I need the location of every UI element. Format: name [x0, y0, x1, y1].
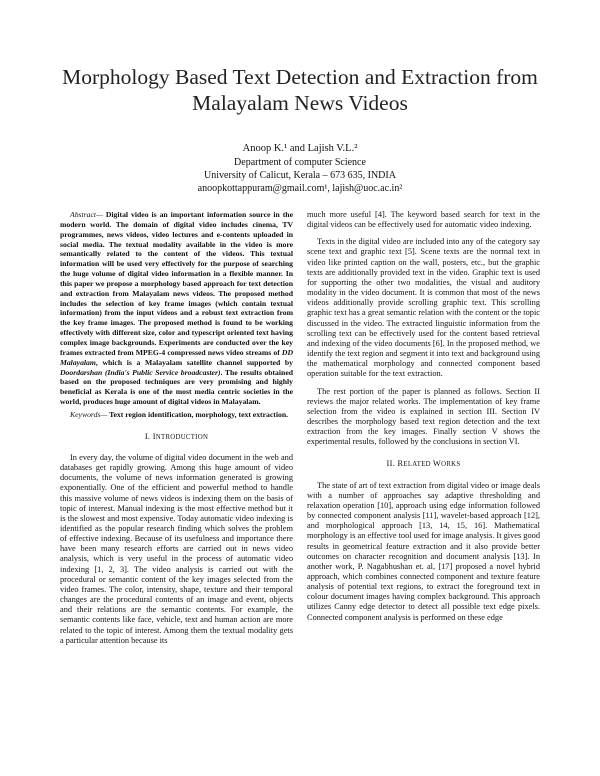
related-paragraph-1: The state of art of text extraction from digital video or image deals with a number of approaches say adaptive thresholding and relaxation operation [10], approach using edge information followed by connected component analysis [11], wavelet-based approach [12], and morphological approach [13, 14, 15, 16]. Mathematical morphology is an effective tool used for image analysis. It gives good results in geometrical feature extraction and it also provide better outcomes on character recognition and document analysis [13]. In another work, P. Nagabhushan et. al, [17] proposed a novel hybrid approach, which combines connected component and texture feature analysis of potential text regions, to extract the foreground text in colour document images having complex background. This approach utilizes Canny edge detector to detect all possible text edge pixels. Connected component analysis is performed on these edge — [307, 480, 540, 622]
abstract — [60, 210, 293, 407]
author-department: Department of computer Science — [234, 157, 366, 168]
abstract-text-2: , which is a Malayalam satellite channel supported by — [95, 357, 293, 367]
author-block — [40, 142, 560, 195]
abstract-text: Digital video is an important information source in the modern world. The domain of digital video includes cinema, TV programmes, news videos, video lectures and e-contents uploaded in social media. The textual modality available in the video is more semantically related to the content of the videos. This textual information will be used very effectively for the purpose of searching the huge volume of digital video information in a flexible manner. In this paper we propose a morphology based approach for text detection and extraction from Malayalam news videos. The proposed method includes the selection of key frame images (which contain textual information) from the input videos and a robust text extraction from the key frame images. The proposed method is found to be working effectively with different size, color and typescript oriented text having complex image backgrounds. Experiments are conducted over the key frames extracted from MPEG-4 compressed news video streams of — [60, 210, 293, 357]
keywords-lead: Keywords— — [70, 409, 108, 419]
section-heading-introduction: I. INTRODUCTION — [144, 431, 209, 441]
keywords-text: Text region identification, morphology, text extraction. — [107, 409, 289, 419]
abstract-broadcaster: Doordarshan (India's Public Service broadcaster) — [60, 367, 221, 377]
left-column — [60, 210, 293, 653]
author-university: University of Calicut, Kerala – 673 635, INDIA — [204, 170, 396, 181]
section-heading-related-works: II. RELATED WORKS — [386, 459, 461, 469]
abstract-text-3: . The results obtained based on the proposed techniques are very promising and highly beneficial as Kerala is one of the most media centric societies in the world, produces huge amount of digital videos in Malayalam. — [60, 367, 294, 407]
intro-paragraph-2: Texts in the digital video are included into any of the category say scene text and graphic text [5]. Scene texts are the normal text in video like printed caption on the wall, posters, etc., but the graphic texts are additionally provided text in the video. Graphic text is used for supporting the other two modalities, the visual and auditory modality in the video document. It is common that most of the news videos additionally provide scrolling graphic text. This scrolling graphic text has a great semantic relation with the content or the topic discussed in the video. The extracted linguistic information from the scrolling text can be effectively used for the content based retrieval and indexing of the video documents [6]. In the proposed method, we identify the text region and segment it into text and background using the mathematical morphology and connected component based operation suitable for the text extraction. — [307, 237, 540, 379]
intro-paragraph-1: In every day, the volume of digital video document in the web and databases get rapidly growing. Among this huge amount of video documents, the volume of news information generated is growing exponentially. One of the efficient and powerful method to handle this massive volume of news videos is indexing them on the basis of topic of interest. Manual indexing is the most effective method but it is the slowest and most expensive. Today automatic video indexing is identified as the popular research finding which solves the problem of effective indexing. Because of its usefulness and importance there have been many research efforts are carried out in news video analysis, which is very useful in the process of automatic video indexing [1, 2, 3]. The video analysis is carried out with the procedural or semantic content of the key images selected from the video frames. The color, intensity, shape, texture and their temporal changes are the procedural contents of an image and event, objects and their relations are the semantic contents. For example, the semantic contents like face, vehicle, text and human action are more related to the topic of interest. Among them the textual modality gets a particular attention because its — [60, 452, 293, 645]
keywords — [60, 410, 293, 420]
author-names: Anoop K.¹ and Lajish V.L.² — [242, 143, 358, 154]
intro-paragraph-3: The rest portion of the paper is planned as follows. Section II reviews the major related works. The implementation of key frame selection from the video is explained in section III. Section IV describes the morphology based text region detection and the text extraction from the key images. Finally section V shows the experimental results, followed by the conclusions in section VI. — [307, 386, 540, 447]
abstract-lead: Abstract— — [70, 210, 103, 219]
author-emails: anoopkottappuram@gmail.com¹, lajish@uoc.ac.in² — [197, 183, 403, 194]
paper-title: Morphology Based Text Detection and Extraction from Malayalam News Videos — [62, 65, 538, 115]
abstract-channel: DD Malayalam — [60, 347, 293, 367]
right-column — [307, 210, 540, 630]
intro-paragraph-continued: much more useful [4]. The keyword based search for text in the digital videos can be effectively used for automatic video indexing. — [307, 210, 540, 230]
